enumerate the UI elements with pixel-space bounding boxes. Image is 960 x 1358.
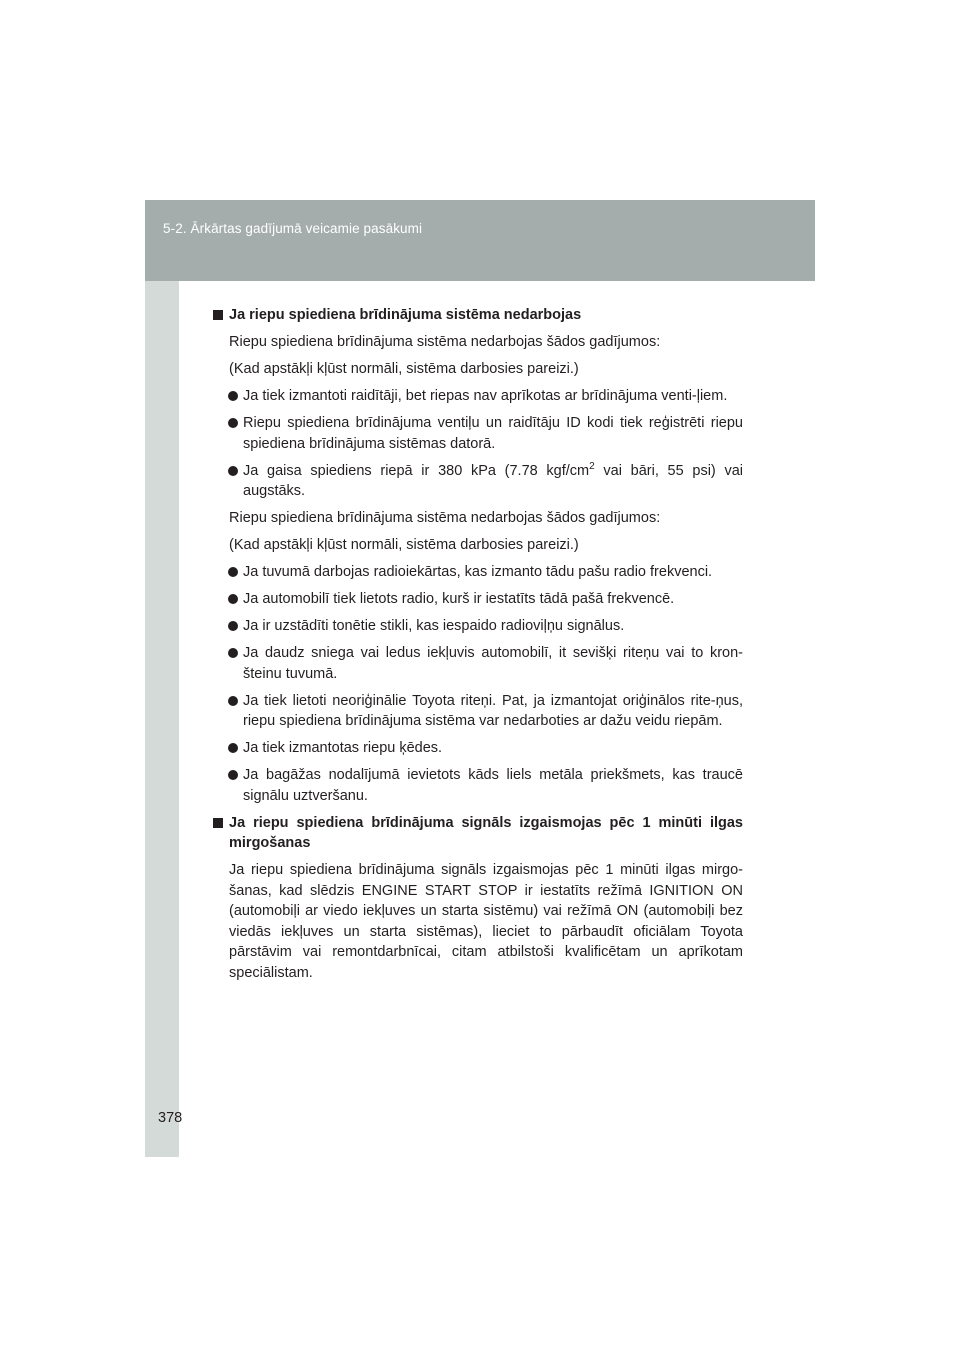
list-item	[213, 643, 743, 684]
round-bullet-icon	[228, 567, 238, 577]
list-item	[213, 616, 743, 637]
intro-paragraph: Riepu spiediena brīdinājuma sistēma nedarbojas šādos gadījumos:	[229, 334, 661, 350]
section-heading-warning-lights-up	[213, 813, 743, 854]
list-item-text: Ja tiek izmantotas riepu ķēdes.	[243, 740, 443, 756]
list-item	[213, 562, 743, 583]
list-item	[213, 765, 743, 806]
page-content	[213, 305, 743, 990]
section-title: 5-2. Ārkārtas gadījumā veicamie pasākumi	[163, 221, 423, 236]
intro-paragraph-2: Riepu spiediena brīdinājuma sistēma nedarbojas šādos gadījumos:	[229, 510, 661, 526]
round-bullet-icon	[228, 648, 238, 658]
round-bullet-icon	[228, 466, 238, 476]
list-item-text: Ja bagāžas nodalījumā ievietots kāds liels metāla priekšmets, kas traucē signālu uztveršanu.	[243, 767, 743, 804]
list-item-text: Ja tuvumā darbojas radioiekārtas, kas izmanto tādu pašu radio frekvenci.	[243, 564, 713, 580]
square-bullet-icon	[213, 818, 223, 828]
note-paragraph: (Kad apstākļi kļūst normāli, sistēma darbosies pareizi.)	[229, 361, 579, 377]
section-header-band	[145, 200, 815, 281]
list-item-text: Ja ir uzstādīti tonētie stikli, kas iespaido radioviļņu signālus.	[243, 618, 625, 634]
square-bullet-icon	[213, 310, 223, 320]
list-item	[213, 386, 743, 407]
round-bullet-icon	[228, 696, 238, 706]
list-item-text-start: Ja gaisa spiediens riepā ir 380 kPa (7.78 kgf/cm	[243, 462, 590, 479]
list-item-text: Ja automobilī tiek lietots radio, kurš ir iestatīts tādā pašā frekvencē.	[243, 591, 675, 607]
heading-text: Ja riepu spiediena brīdinājuma signāls izgaismojas pēc 1 minūti ilgas mirgošanas	[229, 814, 743, 851]
round-bullet-icon	[228, 391, 238, 401]
page-number: 378	[158, 1110, 183, 1126]
round-bullet-icon	[228, 770, 238, 780]
side-margin-strip	[145, 281, 179, 1157]
list-item	[213, 738, 743, 759]
list-item-text: Ja tiek izmantoti raidītāji, bet riepas nav aprīkotas ar brīdinājuma venti-ļiem.	[243, 388, 728, 404]
list-item	[213, 461, 743, 502]
round-bullet-icon	[228, 743, 238, 753]
note-paragraph-2: (Kad apstākļi kļūst normāli, sistēma darbosies pareizi.)	[229, 537, 579, 553]
list-item-text: Riepu spiediena brīdinājuma ventiļu un raidītāju ID kodi tiek reģistrēti riepu spiediena brīdinājuma sistēmas datorā.	[243, 415, 743, 452]
list-item-text: Ja daudz sniega vai ledus iekļuvis automobilī, it sevišķi riteņu vai to kron-šteinu tuvumā.	[243, 645, 743, 682]
list-item	[213, 589, 743, 610]
superscript: 2	[589, 460, 595, 472]
body-paragraph: Ja riepu spiediena brīdinājuma signāls izgaismojas pēc 1 minūti ilgas mirgo-šanas, kad slēdzis ENGINE START STOP ir iestatīts režīmā IGNITION ON (automobiļi ar viedo iekļuves un starta sistēmu) vai režīmā ON (automobiļi bez viedās iekļuves un starta sistēmas), lieciet to pārbaudīt oficiālam Toyota pārstāvim vai remontdarbnīcai, citam atbilstoši kvalificētam un aprīkotam speciālistam.	[229, 862, 743, 981]
list-item	[213, 413, 743, 454]
heading-text: Ja riepu spiediena brīdinājuma sistēma nedarbojas	[229, 307, 582, 323]
list-item-text-end: vai bāri, 55 psi) vai augstāks.	[243, 462, 743, 499]
round-bullet-icon	[228, 418, 238, 428]
round-bullet-icon	[228, 594, 238, 604]
section-heading-warning-not-operating	[213, 305, 743, 326]
list-item-text: Ja tiek lietoti neoriģinālie Toyota riteņi. Pat, ja izmantojat oriģinālos rite-ņus, riepu spiediena brīdinājuma sistēma var nedarboties ar dažu veidu riepām.	[243, 692, 743, 729]
list-item	[213, 691, 743, 732]
round-bullet-icon	[228, 621, 238, 631]
